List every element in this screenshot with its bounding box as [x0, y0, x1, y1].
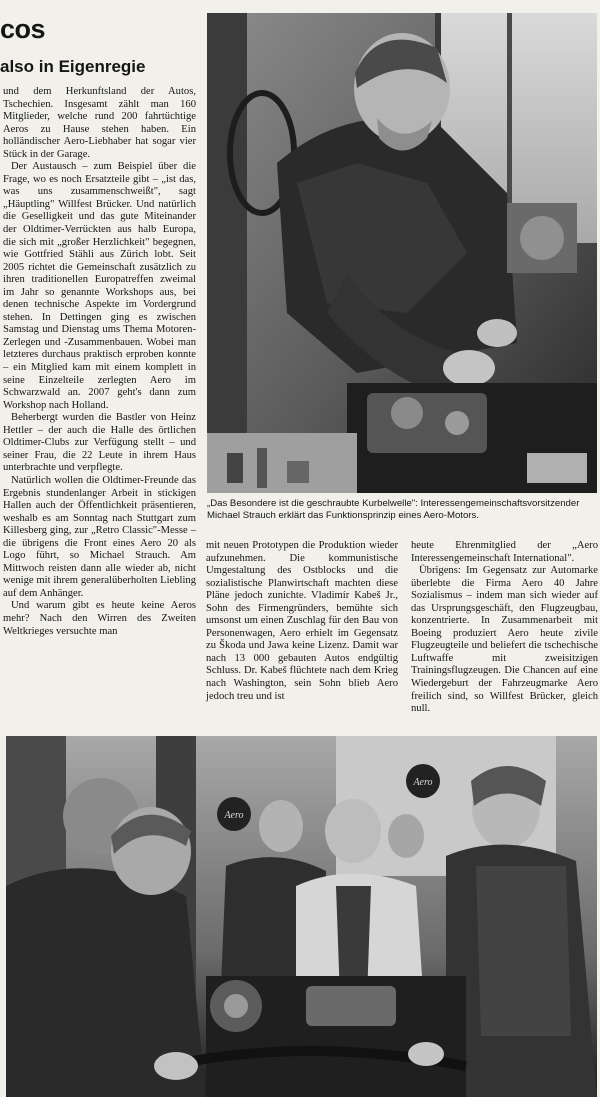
paragraph: Übrigens: Im Gegensatz zur Automarke überlebte die Firma Aero 40 Jahre Sozialismus – indem man sich wieder auf das Ursprungsgeschäft, den Flugzeugbau, konzentrierte. In Zusammenarbeit mit Boeing produziert Aero heute zivile Flugzeugteile und beliefert die tschechische Luftwaffe mit zweisitzigen Trainingsflugzeugen. Die Chancen auf eine Wiedergeburt der Fahrzeugmarke Aero freilich sind, so Willfest Brücker, gleich null.	[411, 565, 598, 715]
paragraph: mit neuen Prototypen die Produktion wieder aufzunehmen. Die kommunistische Umgestaltung des Ostblocks und die sozialistische Planwirtschaft machten diese Pläne jedoch zunichte. Vladimír Kabeš Jr., Sohn des Firmengründers, bemühte sich umsonst um einen Zuschlag für den Bau von Personenwagen, Aero erhielt im Gegensatz zu Škoda und Jawa keine Lizenz. Damit war nach 13 000 gebauten Autos endgültig Schluss. Dr. Kabeš flüchtete nach dem Krieg nach Washington, sein Sohn blieb Aero jedoch treu und ist	[206, 540, 398, 702]
article-column-2	[206, 540, 398, 740]
subheadline: also in Eigenregie	[0, 57, 146, 76]
article-column-3	[411, 540, 598, 740]
aero-sign-right	[406, 764, 440, 798]
paragraph: Der Austausch – zum Beispiel über die Frage, wo es noch Ersatzteile gibt – „ist das, was uns zusammenschweißt", sagt „Häuptling" Willfest Brücker. Und natürlich die Geselligkeit und das gute Miteinander der Oldtimer-Verrückten aus halb Europa, die sich mit „großer Herzlichkeit" begegnen, wie Gottfried Stähli aus Zürich lobt. Seit 2005 richtet die Gemeinschaft zusätzlich zu ihren traditionellen Europatreffen zweimal im Jahr so genannte Workshops aus, bei denen technische Aspekte im Vordergrund stehen. In Dettingen ging es zwischen Samstag und Dienstag ums Thema Motoren-Zerlegen und -Zusammenbauen. Wobei man letzteres durchaus praktisch erproben konnte – ein Mitglied kam mit einem komplett in seine Einzelteile zerlegten Aero im Schwarzwald an. 2007 geht's dann zum Workshop nach Holland.	[3, 161, 196, 411]
article-column-1	[3, 86, 196, 738]
paragraph: Natürlich wollen die Oldtimer-Freunde das Ergebnis stundenlanger Arbeit in stickigen Hallen auch der Öffentlichkeit präsentieren, weshalb es am Sonntag nach Stuttgart zum Killesberg ging, zur „Retro Classic"-Messe – die übrigens die Front eines Aero 20 als Logo führt, so Michael Strauch. Am Mittwoch reisten dann alle wieder ab, nicht wenige mit ihrem generalüberholten Liebling auf dem Anhänger.	[3, 474, 196, 599]
photo-caption: „Das Besondere ist die geschraubte Kurbelwelle": Interessengemeinschaftsvorsitzender Michael Strauch erklärt das Funktionsprinzip eines Aero-Motors.	[207, 498, 580, 521]
photo-man-with-engine	[207, 13, 597, 493]
paragraph: heute Ehrenmitglied der „Aero Interessengemeinschaft International".	[411, 540, 598, 564]
paragraph: Beherbergt wurden die Bastler von Heinz Hettler – der auch die Halle des örtlichen Oldtimer-Clubs zur Verfügung stellt – und seiner Frau, die 22 Leute in ihrem Haus unterbrachte und verpflegte.	[3, 412, 196, 474]
headline-fragment: cos	[0, 14, 46, 44]
aero-sign-right-text: Aero	[413, 777, 433, 788]
aero-sign-left	[217, 797, 251, 831]
aero-sign-left-text: Aero	[224, 810, 244, 821]
photo-group-at-engine	[6, 736, 597, 1097]
paragraph: Und warum gibt es heute keine Aeros mehr? Nach den Wirren des Zweiten Weltkrieges versuchte man	[3, 600, 196, 637]
paragraph: und dem Herkunftsland der Autos, Tschechien. Insgesamt zählt man 160 Mitglieder, welche rund 200 fahrtüchtige Aeros zu Hause stehen haben. Ein holländischer Aero-Liebhaber hat sogar vier Stück in der Garage.	[3, 86, 196, 160]
